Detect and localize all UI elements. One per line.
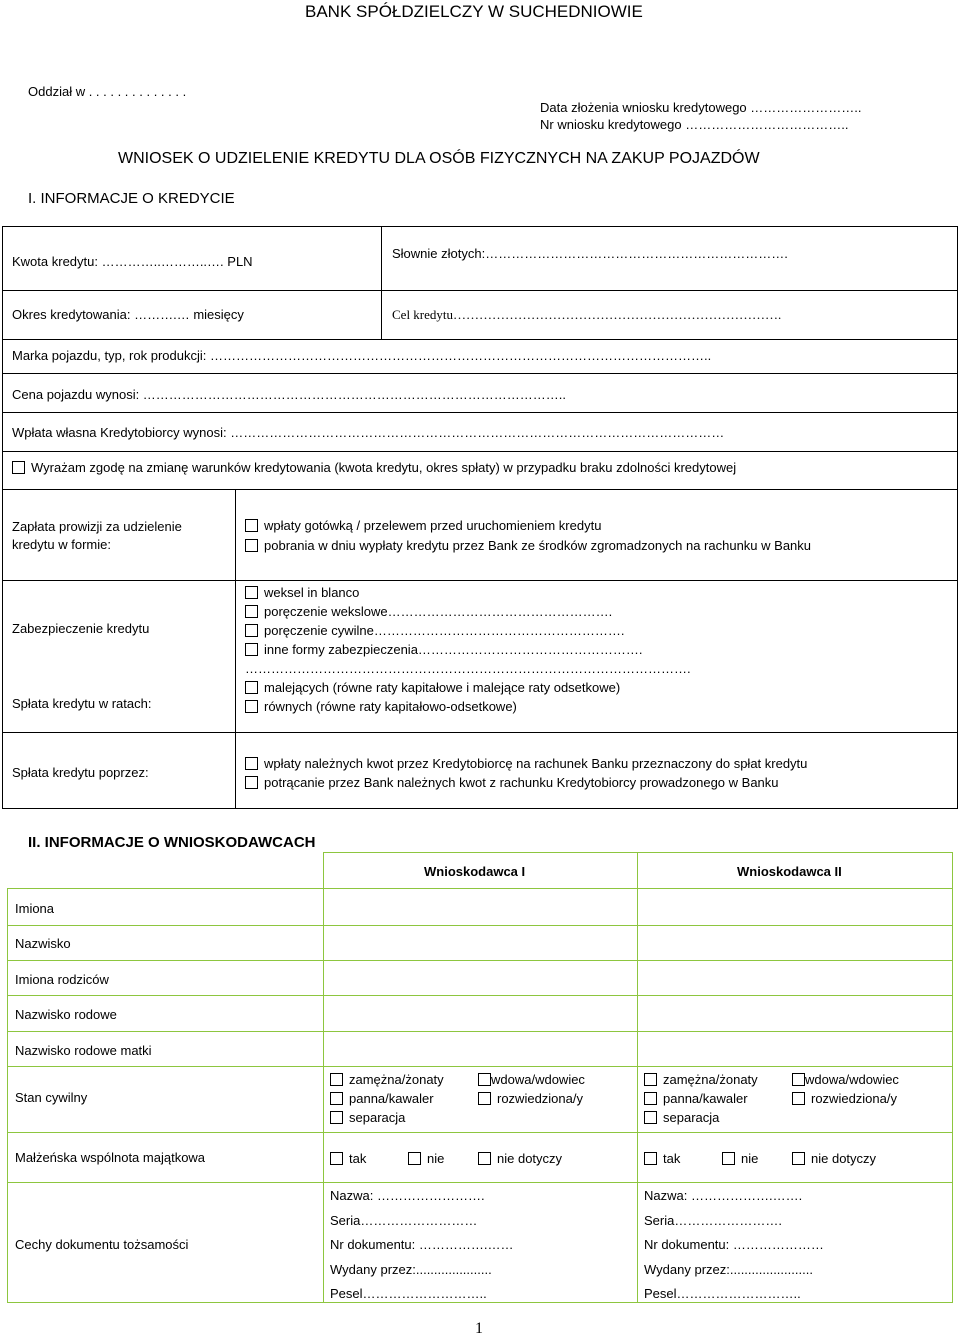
application-number-field[interactable]: Nr wniosku kredytowego ……………………………….. xyxy=(540,117,849,132)
repayment-option-2-checkbox[interactable] xyxy=(245,776,258,789)
security-other-dots[interactable]: …………………………………………………………………………………………. xyxy=(245,661,691,676)
civil-status-label: Stan cywilny xyxy=(15,1090,88,1105)
a2-widowed-checkbox[interactable] xyxy=(792,1073,805,1086)
installments-option-1-label: malejących (równe raty kapitałowe i malejące raty odsetkowe) xyxy=(264,680,621,695)
installments-option-1-checkbox[interactable] xyxy=(245,681,258,694)
commission-option-1-checkbox[interactable] xyxy=(245,519,258,532)
submission-date-field[interactable]: Data złożenia wniosku kredytowego …………………….. xyxy=(540,100,862,115)
id-document-label: Cechy dokumentu tożsamości xyxy=(15,1237,189,1252)
a2-single-checkbox[interactable] xyxy=(644,1092,657,1105)
a1-id-number-field[interactable]: Nr dokumentu: …………….…… xyxy=(330,1237,514,1252)
a1-property-yes-checkbox[interactable] xyxy=(330,1152,343,1165)
security-option-4-label: inne formy zabezpieczenia……………………………………………. xyxy=(264,642,643,657)
row-label-surname: Nazwisko xyxy=(15,936,71,951)
a1-property-no-checkbox[interactable] xyxy=(408,1152,421,1165)
section2-title: II. INFORMACJE O WNIOSKODAWCACH xyxy=(28,834,316,851)
a1-divorced-label: rozwiedziona/y xyxy=(497,1091,583,1106)
a2-divorced-label: rozwiedziona/y xyxy=(811,1091,897,1106)
installments-option-2-label: równych (równe raty kapitałowo-odsetkowe) xyxy=(264,699,517,714)
a1-divorced-checkbox[interactable] xyxy=(478,1092,491,1105)
bank-title: BANK SPÓŁDZIELCZY W SUCHEDNIOWIE xyxy=(305,2,643,21)
security-label: Zabezpieczenie kredytu xyxy=(12,621,150,636)
a1-widowed-label: wdowa/wdowiec xyxy=(491,1072,585,1087)
security-option-2-checkbox[interactable] xyxy=(245,605,258,618)
commission-label: Zapłata prowizji za udzielenie kredytu w formie: xyxy=(12,519,182,552)
security-option-1-checkbox[interactable] xyxy=(245,586,258,599)
a2-property-no-label: nie xyxy=(741,1151,759,1166)
a1-id-name-field[interactable]: Nazwa: ……………………. xyxy=(330,1188,485,1203)
property-label: Małżeńska wspólnota majątkowa xyxy=(15,1150,206,1165)
commission-option-2-checkbox[interactable] xyxy=(245,539,258,552)
a1-property-yes-label: tak xyxy=(349,1151,367,1166)
a1-separated-label: separacja xyxy=(349,1110,406,1125)
repayment-option-2-label: potrącanie przez Bank należnych kwot z rachunku Kredytobiorcy prowadzonego w Banku xyxy=(264,775,779,790)
a1-widowed-checkbox[interactable] xyxy=(478,1073,491,1086)
repayment-option-1-label: wpłaty należnych kwot przez Kredytobiorcę na rachunek Banku przeznaczony do spłat kredytu xyxy=(264,756,808,771)
a1-property-na-label: nie dotyczy xyxy=(497,1151,563,1166)
security-option-1-label: weksel in blanco xyxy=(264,585,360,600)
a1-id-series-field[interactable]: Seria……………………… xyxy=(330,1213,478,1228)
applicant2-header: Wnioskodawca II xyxy=(737,864,842,879)
branch-field[interactable]: Oddział w . . . . . . . . . . . . . . xyxy=(28,84,187,99)
security-option-4-checkbox[interactable] xyxy=(245,643,258,656)
a1-married-checkbox[interactable] xyxy=(330,1073,343,1086)
a2-id-number-field[interactable]: Nr dokumentu: ………………… xyxy=(644,1237,824,1252)
period-field[interactable]: Okres kredytowania: ……….… miesięcy xyxy=(12,307,244,322)
price-field[interactable]: Cena pojazdu wynosi: …………………………………………………………………………………….. xyxy=(12,387,567,402)
a2-property-no-checkbox[interactable] xyxy=(722,1152,735,1165)
a2-married-label: zamężna/żonaty xyxy=(663,1072,758,1087)
a2-single-label: panna/kawaler xyxy=(663,1091,748,1106)
a2-separated-label: separacja xyxy=(663,1110,720,1125)
a2-property-yes-checkbox[interactable] xyxy=(644,1152,657,1165)
row-label-mother-maiden-name: Nazwisko rodowe matki xyxy=(15,1043,152,1058)
commission-option-1-label: wpłaty gotówką / przelewem przed uruchomieniem kredytu xyxy=(264,518,602,533)
commission-option-2-label: pobrania w dniu wypłaty kredytu przez Bank ze środków zgromadzonych na rachunku w Banku xyxy=(264,538,812,553)
security-option-3-checkbox[interactable] xyxy=(245,624,258,637)
a1-id-issuer-field[interactable]: Wydany przez:..................... xyxy=(330,1262,492,1277)
a2-id-issuer-field[interactable]: Wydany przez:....................... xyxy=(644,1262,813,1277)
security-option-3-label: poręczenie cywilne…………………………………………………. xyxy=(264,623,625,638)
security-option-2-label: poręczenie wekslowe……………………………………………. xyxy=(264,604,613,619)
own-contribution-field[interactable]: Wpłata własna Kredytobiorcy wynosi: …………………………………………………………………………………………………… xyxy=(12,425,725,440)
a2-property-yes-label: tak xyxy=(663,1151,681,1166)
consent-text: Wyrażam zgodę na zmianę warunków kredytowania (kwota kredytu, okres spłaty) w przypadku braku zdolności kredytowej xyxy=(31,460,737,475)
consent-checkbox[interactable] xyxy=(12,461,25,474)
a1-single-label: panna/kawaler xyxy=(349,1091,434,1106)
a2-id-name-field[interactable]: Nazwa: ……………….……. xyxy=(644,1188,803,1203)
applicant1-header: Wnioskodawca I xyxy=(424,864,526,879)
row-label-maiden-name: Nazwisko rodowe xyxy=(15,1007,117,1022)
a1-pesel-field[interactable]: Pesel……………………….. xyxy=(330,1286,487,1301)
a2-widowed-label: wdowa/wdowiec xyxy=(805,1072,899,1087)
a2-property-na-label: nie dotyczy xyxy=(811,1151,877,1166)
purpose-field[interactable]: Cel kredytu…………………………………………………………………. xyxy=(392,307,782,322)
a1-married-label: zamężna/żonaty xyxy=(349,1072,444,1087)
repayment-label: Spłata kredytu poprzez: xyxy=(12,765,149,780)
vehicle-field[interactable]: Marka pojazdu, typ, rok produkcji: …………………………………………………………………………………………………….. xyxy=(12,348,712,363)
form-title: WNIOSEK O UDZIELENIE KREDYTU DLA OSÓB FIZYCZNYCH NA ZAKUP POJAZDÓW xyxy=(118,150,760,167)
page-number: 1 xyxy=(475,1320,483,1337)
a1-single-checkbox[interactable] xyxy=(330,1092,343,1105)
a1-property-no-label: nie xyxy=(427,1151,445,1166)
a1-separated-checkbox[interactable] xyxy=(330,1111,343,1124)
a2-separated-checkbox[interactable] xyxy=(644,1111,657,1124)
row-label-first-names: Imiona xyxy=(15,901,55,916)
installments-option-2-checkbox[interactable] xyxy=(245,700,258,713)
a2-pesel-field[interactable]: Pesel……………………….. xyxy=(644,1286,801,1301)
amount-words-field[interactable]: Słownie złotych:……………………………………………………………. xyxy=(392,246,788,261)
a2-divorced-checkbox[interactable] xyxy=(792,1092,805,1105)
installments-label: Spłata kredytu w ratach: xyxy=(12,696,152,711)
a2-property-na-checkbox[interactable] xyxy=(792,1152,805,1165)
amount-field[interactable]: Kwota kredytu: …………..………..…. PLN xyxy=(12,254,253,269)
section1-title: I. INFORMACJE O KREDYCIE xyxy=(28,190,235,207)
a2-id-series-field[interactable]: Seria……………………. xyxy=(644,1213,782,1228)
a2-married-checkbox[interactable] xyxy=(644,1073,657,1086)
repayment-option-1-checkbox[interactable] xyxy=(245,757,258,770)
row-label-parents-names: Imiona rodziców xyxy=(15,972,109,987)
a1-property-na-checkbox[interactable] xyxy=(478,1152,491,1165)
